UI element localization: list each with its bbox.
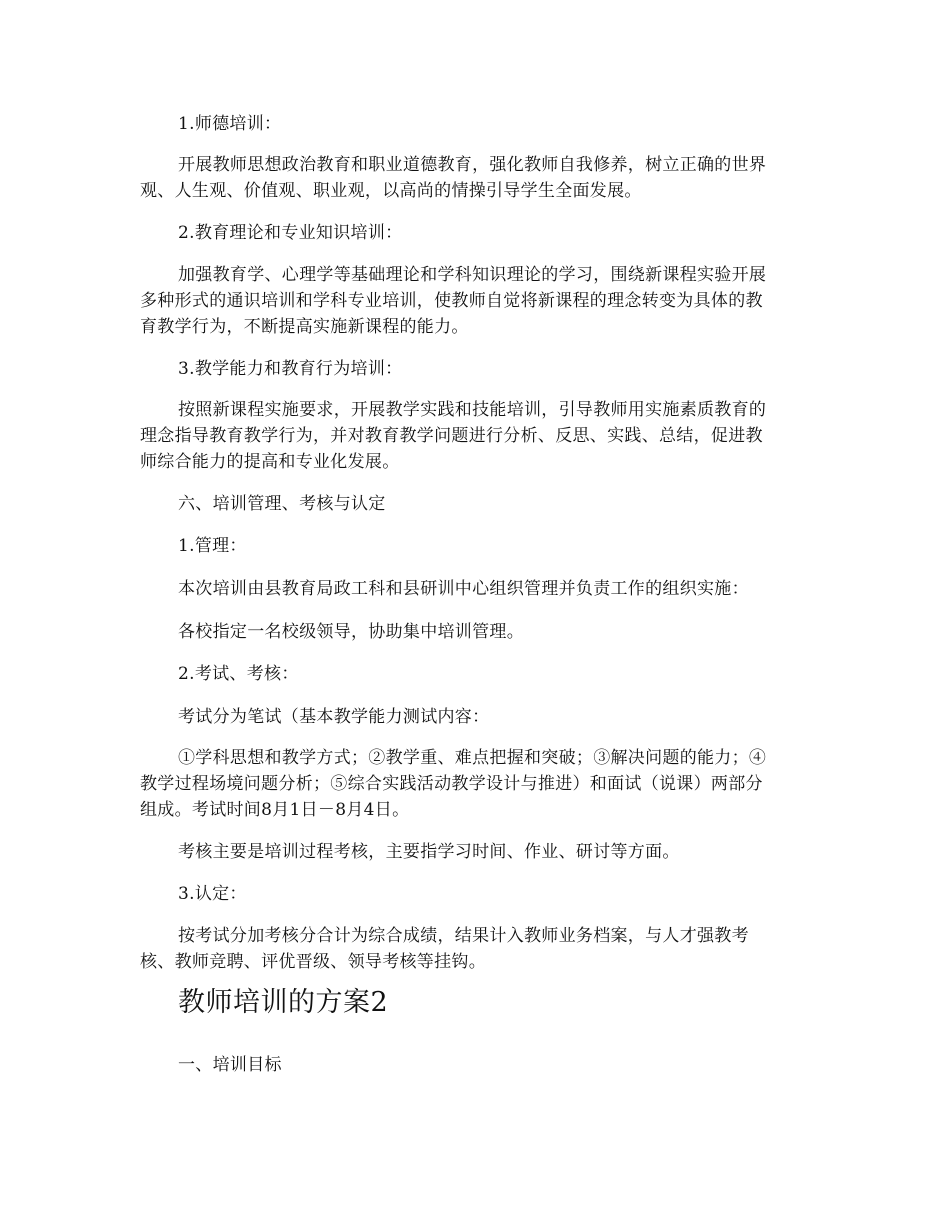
item3-title: 3.教学能力和教育行为培训： [178,359,403,379]
item2-title: 2.教育理论和专业知识培训： [178,223,403,243]
item1-body-line-2: 观、人生观、价值观、职业观，以高尚的情操引导学生全面发展。 [140,181,642,201]
exam-body-2-line-3: 组成。考试时间8月1日－8月4日。 [140,800,410,820]
management-body-1: 本次培训由县教育局政工科和县研训中心组织管理并负责工作的组织实施： [178,579,749,599]
exam-body-3: 考核主要是培训过程考核，主要指学习时间、作业、研讨等方面。 [178,842,680,862]
certification-body-line-1: 按考试分加考核分合计为综合成绩，结果计入教师业务档案，与人才强教考 [178,926,749,946]
item2-body-line-3: 育教学行为，不断提高实施新课程的能力。 [140,317,469,337]
exam-body-2-line-2: 教学过程场境问题分析；⑤综合实践活动教学设计与推进）和面试（说课）两部分 [140,774,763,794]
plan2-section1-title: 一、培训目标 [178,1055,282,1075]
exam-body-1: 考试分为笔试（基本教学能力测试内容： [178,707,490,727]
item1-title: 1.师德培训： [178,114,282,134]
item3-body-line-1: 按照新课程实施要求，开展教学实践和技能培训，引导教师用实施素质教育的 [178,400,767,420]
item3-body-line-2: 理念指导教育教学行为，并对教育教学问题进行分析、反思、实践、总结，促进教 [140,426,763,446]
exam-body-2-line-1: ①学科思想和教学方式；②教学重、难点把握和突破；③解决问题的能力；④ [178,748,767,768]
item2-body-line-2: 多种形式的通识培训和学科专业培训，使教师自觉将新课程的理念转变为具体的教 [140,291,763,311]
item1-body-line-1: 开展教师思想政治教育和职业道德教育，强化教师自我修养，树立正确的世界 [178,155,767,175]
management-body-2: 各校指定一名校级领导，协助集中培训管理。 [178,622,524,642]
management-title: 1.管理： [178,536,247,556]
certification-title: 3.认定： [178,884,247,904]
exam-title: 2.考试、考核： [178,664,299,684]
item2-body-line-1: 加强教育学、心理学等基础理论和学科知识理论的学习，围绕新课程实验开展 [178,265,767,285]
plan2-heading: 教师培训的方案2 [178,987,389,1018]
section6-title: 六、培训管理、考核与认定 [178,494,386,514]
certification-body-line-2: 核、教师竞聘、评优晋级、领导考核等挂钩。 [140,952,486,972]
item3-body-line-3: 师综合能力的提高和专业化发展。 [140,452,400,472]
